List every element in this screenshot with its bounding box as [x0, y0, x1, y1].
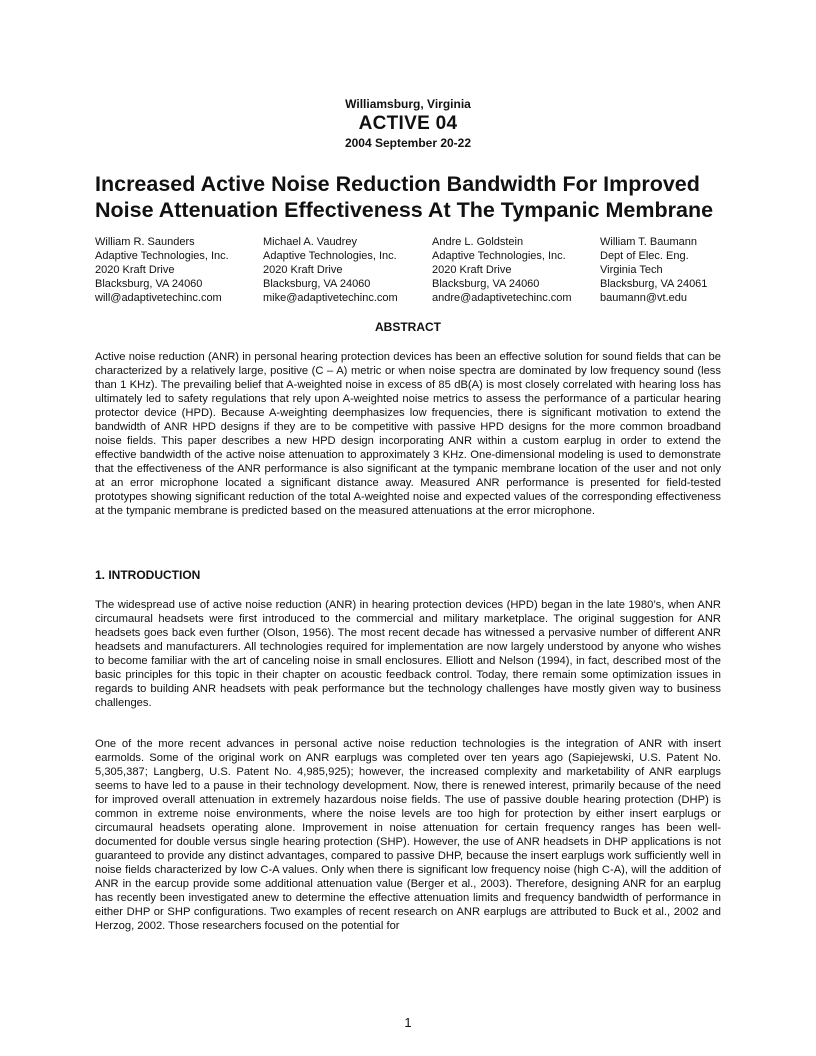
author-city: Blacksburg, VA 24060: [432, 278, 540, 290]
conference-location: Williamsburg, Virginia: [345, 97, 471, 111]
author-2: [263, 235, 398, 305]
author-org: Dept of Elec. Eng.: [600, 250, 689, 262]
title-line-1: Increased Active Noise Reduction Bandwidth For Improved: [95, 172, 700, 196]
author-org: Adaptive Technologies, Inc.: [95, 250, 229, 262]
abstract-text: Active noise reduction (ANR) in personal hearing protection devices has been an effective solution for sound fields that can be characterized by a relatively large, positive (C – A) metric or when noise spectra are dominated by low frequency sound (less than 1 KHz). The prevailing belief that A-weighted noise in excess of 85 dB(A) is most closely correlated with hearing loss has ultimately led to safety regulations that rely upon A-weighted noise metrics to assess the performance of a particular hearing protector device (HPD). Because A-weighting deemphasizes low frequencies, there is significant motivation to extend the bandwidth of ANR HPD designs if they are to be competitive with passive HPD designs for the more common broadband noise fields. This paper describes a new HPD design incorporating ANR within a custom earplug in order to extend the effective bandwidth of the active noise attenuation to approximately 3 KHz. One-dimensional modeling is used to demonstrate that the effectiveness of the ANR performance is also significant at the tympanic membrane location of the user and not only at an error microphone located a significant distance away. Measured ANR performance is presented for field-tested prototypes showing significant reduction of the total A-weighted noise and expected values of the corresponding effectiveness at the tympanic membrane is predicted based on the measured attenuations at the error microphone.: [95, 351, 721, 517]
author-city: Blacksburg, VA 24060: [263, 278, 371, 290]
author-city: Blacksburg, VA 24061: [600, 278, 708, 290]
author-email: andre@adaptivetechinc.com: [432, 292, 572, 304]
section-heading-introduction: 1. INTRODUCTION: [95, 568, 201, 582]
author-name: Andre L. Goldstein: [432, 236, 524, 248]
page-number: 1: [404, 1015, 412, 1030]
author-4: [600, 235, 707, 305]
author-name: William R. Saunders: [95, 236, 195, 248]
intro-paragraph-2: One of the more recent advances in personal active noise reduction technologies is the integration of ANR with insert earmolds. Some of the original work on ANR earplugs was completed over ten years ago (Sapiejewski, U.S. Patent No. 5,305,387; Langberg, U.S. Patent No. 4,985,925); however, the increased complexity and marketability of ANR earplugs seems to have led to a pause in their technology development. Now, there is renewed interest, primarily because of the need for improved overall attenuation in extremely hazardous noise fields. The use of passive double hearing protection (DHP) is common in extreme noise environments, where the noise levels are too high for protection by either insert earplugs or circumaural headsets operating alone. Improvement in noise attenuation for certain frequency ranges has been well-documented for double versus single hearing protection (SHP). However, the use of ANR headsets in DHP applications is not guaranteed to provide any distinct advantages, compared to passive DHP, because the insert earplugs work sufficiently well in noise fields characterized by low C-A values. Only when there is significant low frequency noise (high C-A), will the addition of ANR in the earcup provide some additional attenuation value (Berger et al., 2003). Therefore, designing ANR for an earplug has recently been investigated anew to determine the effective attenuation limits and frequency bandwidth of performance in either DHP or SHP configurations. Two examples of recent research on ANR earplugs are attributed to Buck et al., 2002 and Herzog, 2002. Those researchers focused on the potential for: [95, 738, 721, 932]
intro-paragraph-1: The widespread use of active noise reduction (ANR) in hearing protection devices (HPD) began in the late 1980’s, when ANR circumaural headsets were first introduced to the commercial and military marketplace. The original suggestion for ANR headsets goes back even further (Olson, 1956). The most recent decade has witnessed a pervasive number of different ANR headsets and manufacturers. All technologies required for implementation are now largely understood by anyone who wishes to become familiar with the art of canceling noise in small enclosures. Elliott and Nelson (1994), in fact, described most of the basic principles for this topic in their chapter on acoustic feedback control. Today, there remain some optimization issues in regards to building ANR headsets with peak performance but the technology challenges have mostly given way to business challenges.: [95, 599, 721, 709]
abstract-heading: ABSTRACT: [375, 320, 441, 334]
author-city: Blacksburg, VA 24060: [95, 278, 203, 290]
author-org: Adaptive Technologies, Inc.: [432, 250, 566, 262]
author-email: mike@adaptivetechinc.com: [263, 292, 398, 304]
conference-name: ACTIVE 04: [358, 113, 458, 134]
author-street: 2020 Kraft Drive: [95, 264, 175, 276]
author-email: baumann@vt.edu: [600, 292, 688, 304]
author-street: 2020 Kraft Drive: [263, 264, 343, 276]
title-line-2: Noise Attenuation Effectiveness At The Tympanic Membrane: [95, 198, 714, 222]
author-street: Virginia Tech: [600, 264, 663, 276]
conference-date: 2004 September 20-22: [344, 136, 472, 150]
author-street: 2020 Kraft Drive: [432, 264, 512, 276]
author-name: Michael A. Vaudrey: [263, 236, 357, 248]
author-email: will@adaptivetechinc.com: [95, 292, 222, 304]
author-org: Adaptive Technologies, Inc.: [263, 250, 397, 262]
author-1: [95, 235, 229, 305]
author-3: [432, 235, 572, 305]
author-name: William T. Baumann: [600, 236, 697, 248]
paper-title: [95, 171, 755, 223]
